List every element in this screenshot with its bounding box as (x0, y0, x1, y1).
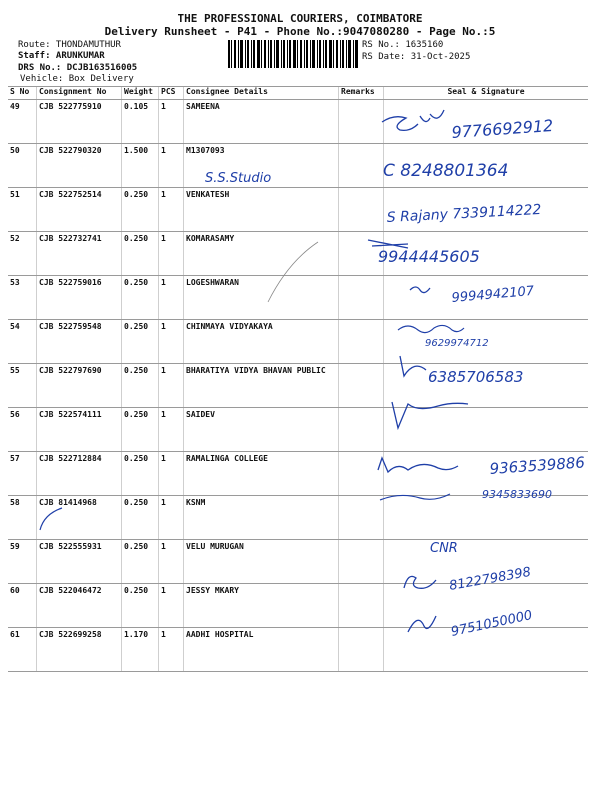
signature-cell (384, 232, 589, 276)
pcs-cell: 1 (159, 364, 184, 408)
handwritten-phone: 9994942107 (451, 283, 535, 306)
pcs-cell: 1 (159, 144, 184, 188)
consignee-cell: SAIDEV (184, 408, 339, 452)
weight-cell: 0.250 (122, 540, 159, 584)
rs-no-label: RS No.: 1635160 (362, 40, 444, 50)
weight-cell: 0.250 (122, 452, 159, 496)
rs-date-label: RS Date: 31-Oct-2025 (362, 52, 471, 62)
weight-cell: 0.250 (122, 232, 159, 276)
pcs-cell: 1 (159, 232, 184, 276)
handwritten-note: CNR (430, 541, 458, 556)
table-row (8, 584, 588, 628)
staff-label: Staff: ARUNKUMAR (18, 51, 105, 61)
drs-label: DRS No.: DCJB163516005 (18, 63, 138, 73)
consignee-cell: SAMEENA (184, 100, 339, 144)
signature-cell (384, 276, 589, 320)
remarks-cell (339, 188, 384, 232)
consignment-cell: CJB 522574111 (37, 408, 122, 452)
consignee-cell: VENKATESH (184, 188, 339, 232)
handwritten-phone: 9751050000 (449, 608, 534, 640)
signature-cell (384, 540, 589, 584)
handwritten-phone: C 8248801364 (383, 161, 509, 181)
table-row (8, 100, 588, 144)
consignment-cell: CJB 522797690 (37, 364, 122, 408)
signature-cell (384, 584, 589, 628)
consignee-cell: BHARATIYA VIDYA BHAVAN PUBLIC (184, 364, 339, 408)
handwritten-note: S.S.Studio (205, 171, 272, 186)
weight-cell: 1.500 (122, 144, 159, 188)
consignee-cell: LOGESHWARAN (184, 276, 339, 320)
consignment-cell: CJB 522555931 (37, 540, 122, 584)
table-row (8, 496, 588, 540)
weight-cell: 0.250 (122, 188, 159, 232)
col-pcs: PCS (159, 87, 184, 100)
signature-cell (384, 408, 589, 452)
sno-cell: 59 (8, 540, 37, 584)
table-header-row (8, 87, 588, 100)
sno-cell: 56 (8, 408, 37, 452)
pcs-cell: 1 (159, 188, 184, 232)
pcs-cell: 1 (159, 496, 184, 540)
sno-cell: 53 (8, 276, 37, 320)
remarks-cell (339, 628, 384, 672)
consignee-cell: CHINMAYA VIDYAKAYA (184, 320, 339, 364)
table-row (8, 364, 588, 408)
signature-cell (384, 144, 589, 188)
consignment-cell: CJB 522732741 (37, 232, 122, 276)
sno-cell: 61 (8, 628, 37, 672)
handwritten-phone: 9345833690 (482, 488, 552, 501)
consignment-cell: CJB 522759548 (37, 320, 122, 364)
remarks-cell (339, 100, 384, 144)
consignee-cell: RAMALINGA COLLEGE (184, 452, 339, 496)
remarks-cell (339, 144, 384, 188)
remarks-cell (339, 364, 384, 408)
table-row (8, 540, 588, 584)
consignment-cell: CJB 522046472 (37, 584, 122, 628)
col-sno: S No (8, 87, 37, 100)
consignee-cell: KOMARASAMY (184, 232, 339, 276)
pcs-cell: 1 (159, 408, 184, 452)
sno-cell: 49 (8, 100, 37, 144)
consignee-cell: KSNM (184, 496, 339, 540)
table-row (8, 232, 588, 276)
remarks-cell (339, 540, 384, 584)
sno-cell: 50 (8, 144, 37, 188)
remarks-cell (339, 232, 384, 276)
sno-cell: 52 (8, 232, 37, 276)
runsheet-subtitle: Delivery Runsheet - P41 - Phone No.:9047080280 - Page No.:5 (104, 25, 496, 38)
handwritten-phone: 9363539886 (489, 453, 586, 478)
remarks-cell (339, 452, 384, 496)
consignment-cell: CJB 522699258 (37, 628, 122, 672)
table-row (8, 628, 588, 672)
remarks-cell (339, 276, 384, 320)
signature-cell (384, 364, 589, 408)
consignment-cell: CJB 522712884 (37, 452, 122, 496)
consignment-cell: CJB 522790320 (37, 144, 122, 188)
table-row (8, 188, 588, 232)
signature-cell (384, 496, 589, 540)
weight-cell: 0.250 (122, 364, 159, 408)
weight-cell: 0.250 (122, 276, 159, 320)
consignment-cell: CJB 522775910 (37, 100, 122, 144)
table-row (8, 144, 588, 188)
consignment-cell: CJB 522752514 (37, 188, 122, 232)
pcs-cell: 1 (159, 276, 184, 320)
weight-cell: 0.250 (122, 408, 159, 452)
table-row (8, 452, 588, 496)
pcs-cell: 1 (159, 584, 184, 628)
signature-cell (384, 320, 589, 364)
consignment-cell: CJB 522759016 (37, 276, 122, 320)
table-row (8, 320, 588, 364)
handwritten-phone: 9629974712 (425, 338, 489, 349)
signature-cell (384, 628, 589, 672)
sno-cell: 54 (8, 320, 37, 364)
runsheet-table (8, 86, 588, 672)
pcs-cell: 1 (159, 452, 184, 496)
sno-cell: 58 (8, 496, 37, 540)
weight-cell: 0.105 (122, 100, 159, 144)
weight-cell: 0.250 (122, 496, 159, 540)
col-remarks: Remarks (339, 87, 384, 100)
consignee-cell: AADHI HOSPITAL (184, 628, 339, 672)
vehicle-label: Vehicle: Box Delivery (20, 74, 134, 84)
pcs-cell: 1 (159, 628, 184, 672)
consignment-cell: CJB 81414968 (37, 496, 122, 540)
col-signature: Seal & Signature (384, 87, 589, 100)
col-consignee: Consignee Details (184, 87, 339, 100)
consignee-cell: M1307093 (184, 144, 339, 188)
company-title: THE PROFESSIONAL COURIERS, COIMBATORE (177, 12, 423, 25)
col-weight: Weight (122, 87, 159, 100)
remarks-cell (339, 496, 384, 540)
handwritten-phone: S Rajany 7339114222 (386, 201, 542, 226)
weight-cell: 0.250 (122, 320, 159, 364)
weight-cell: 0.250 (122, 584, 159, 628)
sno-cell: 55 (8, 364, 37, 408)
handwritten-phone: 8122798398 (448, 564, 533, 594)
sno-cell: 60 (8, 584, 37, 628)
remarks-cell (339, 584, 384, 628)
remarks-cell (339, 408, 384, 452)
sno-cell: 51 (8, 188, 37, 232)
table-row (8, 408, 588, 452)
handwritten-phone: 9944445605 (378, 247, 480, 266)
signature-cell (384, 452, 589, 496)
table-row (8, 276, 588, 320)
barcode-icon (228, 40, 358, 68)
handwritten-phone: 6385706583 (428, 368, 524, 386)
pcs-cell: 1 (159, 320, 184, 364)
sno-cell: 57 (8, 452, 37, 496)
signature-cell (384, 188, 589, 232)
pcs-cell: 1 (159, 540, 184, 584)
col-consignment: Consignment No (37, 87, 122, 100)
consignee-cell: JESSY MKARY (184, 584, 339, 628)
pcs-cell: 1 (159, 100, 184, 144)
consignee-cell: VELU MURUGAN (184, 540, 339, 584)
weight-cell: 1.170 (122, 628, 159, 672)
remarks-cell (339, 320, 384, 364)
handwritten-phone: 9776692912 (450, 115, 554, 142)
route-label: Route: THONDAMUTHUR (18, 40, 121, 50)
signature-cell (384, 100, 589, 144)
